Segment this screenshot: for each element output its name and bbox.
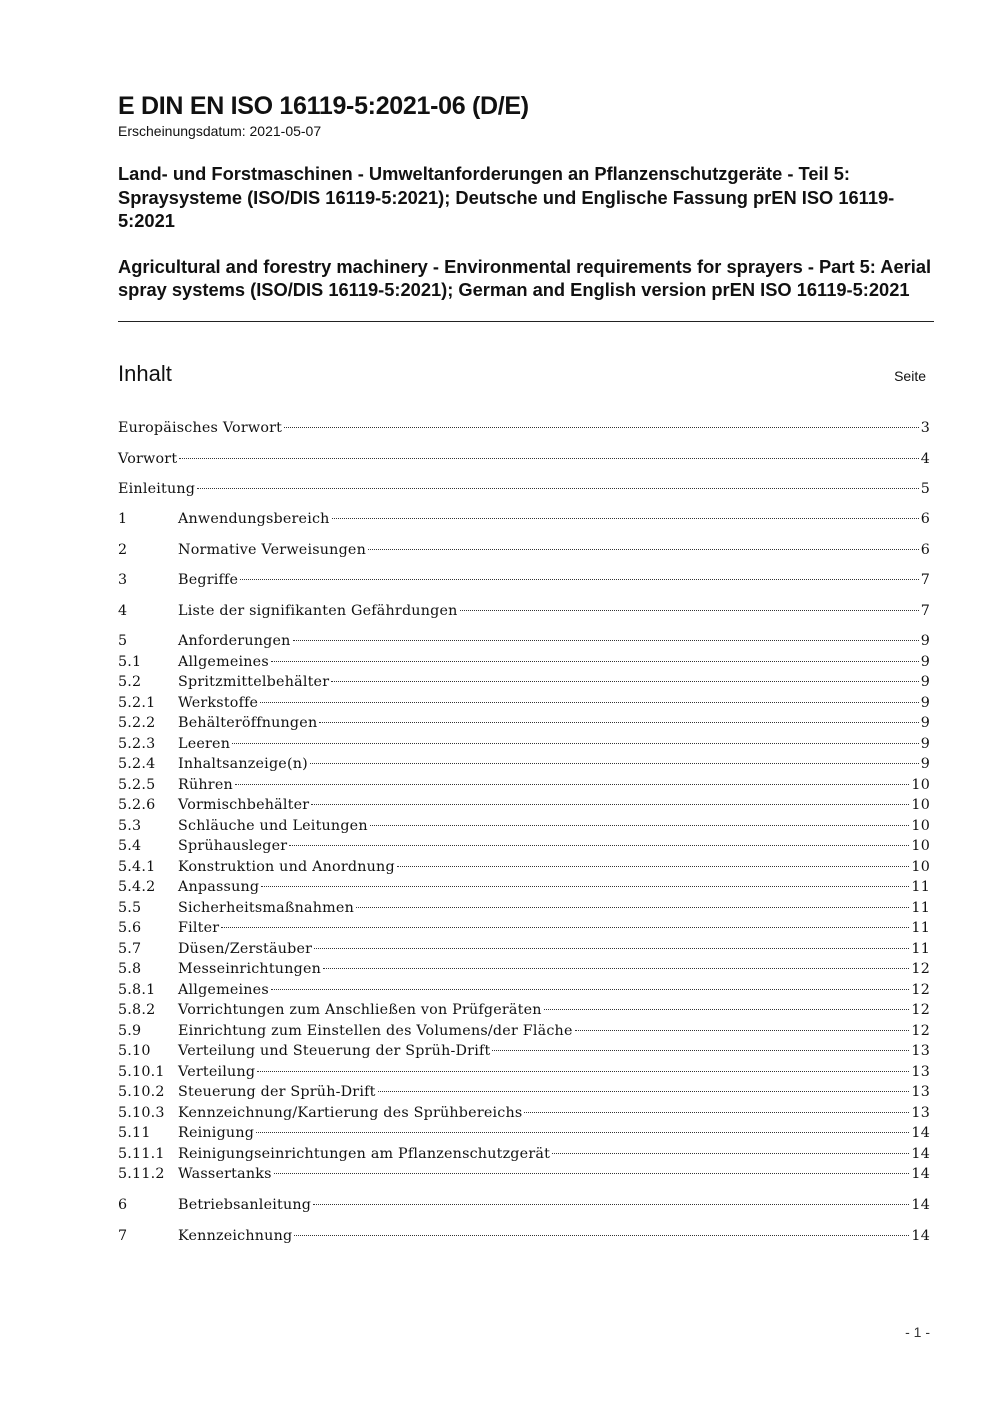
- toc-entry-number: 5.2.5: [118, 777, 156, 793]
- toc-entry-number: 5.5: [118, 900, 142, 916]
- toc-entry[interactable]: [118, 418, 930, 438]
- toc-dot-leader: [289, 845, 909, 846]
- toc-entry-number: 5.2: [118, 674, 142, 690]
- toc-entry[interactable]: [118, 1123, 930, 1143]
- toc-dot-leader: [460, 610, 919, 611]
- toc-entry-label: Anforderungen: [178, 633, 291, 649]
- toc-entry-label: Reinigung: [178, 1125, 255, 1141]
- toc-dot-leader: [544, 1009, 910, 1010]
- toc-entry-page: 5: [920, 481, 930, 497]
- toc-dot-leader: [323, 968, 909, 969]
- toc-dot-leader: [313, 1204, 909, 1205]
- toc-entry[interactable]: [118, 1144, 930, 1164]
- toc-entry-label: Allgemeines: [178, 982, 269, 998]
- toc-dot-leader: [235, 784, 910, 785]
- toc-entry-label: Verteilung und Steuerung der Sprüh-Drift: [178, 1043, 491, 1059]
- toc-dot-leader: [332, 518, 919, 519]
- toc-entry-page: 3: [920, 420, 930, 436]
- toc-entry-page: 10: [911, 777, 930, 793]
- toc-dot-leader: [575, 1030, 910, 1031]
- toc-entry-number: 5.4: [118, 838, 142, 854]
- toc-page-column-label: Seite: [894, 368, 926, 384]
- toc-entry-label: Vorrichtungen zum Anschließen von Prüfgeräten: [178, 1002, 542, 1018]
- toc-entry-label: Leeren: [178, 736, 231, 752]
- toc-entry[interactable]: [118, 898, 930, 918]
- toc-entry-label: Sicherheitsmaßnahmen: [178, 900, 354, 916]
- toc-dot-leader: [356, 907, 909, 908]
- toc-entry[interactable]: [118, 795, 930, 815]
- toc-entry-page: 14: [911, 1146, 930, 1162]
- toc-entry-page: 9: [920, 633, 930, 649]
- toc-entry-number: 5.3: [118, 818, 142, 834]
- toc-entry[interactable]: [118, 479, 930, 499]
- toc-entry-number: 5.2.3: [118, 736, 156, 752]
- toc-entry-number: 5.2.2: [118, 715, 156, 731]
- toc-dot-leader: [260, 702, 918, 703]
- toc-entry-label: Werkstoffe: [178, 695, 259, 711]
- toc-entry-label: Europäisches Vorwort: [118, 420, 283, 436]
- toc-entry[interactable]: [118, 877, 930, 897]
- toc-entry-number: 5.4.1: [118, 859, 156, 875]
- toc-entry-number: 3: [118, 572, 128, 588]
- toc-entry[interactable]: [118, 449, 930, 469]
- toc-entry-number: 5.6: [118, 920, 142, 936]
- toc-dot-leader: [370, 825, 910, 826]
- toc-dot-leader: [294, 1235, 909, 1236]
- toc-dot-leader: [293, 640, 919, 641]
- toc-entry-number: 5.11: [118, 1125, 151, 1141]
- toc-entry-number: 5.8.1: [118, 982, 156, 998]
- toc-entry-label: Einrichtung zum Einstellen des Volumens/der Fläche: [178, 1023, 573, 1039]
- toc-entry-number: 5.1: [118, 654, 142, 670]
- toc-entry-page: 14: [911, 1228, 930, 1244]
- toc-entry-number: 5.11.1: [118, 1146, 165, 1162]
- toc-dot-leader: [552, 1153, 909, 1154]
- title-german: Land- und Forstmaschinen - Umweltanforderungen an Pflanzenschutzgeräte - Teil 5: Spraysysteme (ISO/DIS 16119-5:2021); Deutsche und Englische Fassung prEN ISO 16119-5:2021: [118, 163, 895, 231]
- toc-entry-label: Betriebsanleitung: [178, 1197, 312, 1213]
- toc-entry-page: 14: [911, 1125, 930, 1141]
- toc-dot-leader: [284, 427, 919, 428]
- toc-entry[interactable]: [118, 570, 930, 590]
- toc-entry-page: 13: [911, 1105, 930, 1121]
- table-of-contents: [118, 0, 930, 1403]
- toc-dot-leader: [256, 1132, 909, 1133]
- toc-dot-leader: [274, 1173, 910, 1174]
- toc-entry[interactable]: [118, 734, 930, 754]
- toc-dot-leader: [271, 989, 910, 990]
- toc-entry[interactable]: [118, 540, 930, 560]
- toc-dot-leader: [378, 1091, 910, 1092]
- toc-entry-page: 12: [911, 961, 930, 977]
- toc-entry-page: 11: [911, 920, 930, 936]
- toc-entry-page: 14: [911, 1166, 930, 1182]
- toc-entry[interactable]: [118, 918, 930, 938]
- toc-dot-leader: [261, 886, 909, 887]
- toc-entry-number: 5.10.1: [118, 1064, 165, 1080]
- toc-dot-leader: [197, 488, 919, 489]
- toc-entry-number: 5.2.1: [118, 695, 156, 711]
- toc-dot-leader: [179, 458, 918, 459]
- toc-entry[interactable]: [118, 857, 930, 877]
- toc-entry-page: 13: [911, 1064, 930, 1080]
- toc-dot-leader: [524, 1112, 909, 1113]
- toc-entry-page: 11: [911, 941, 930, 957]
- toc-entry-label: Behälteröffnungen: [178, 715, 318, 731]
- toc-entry[interactable]: [118, 836, 930, 856]
- toc-entry[interactable]: [118, 693, 930, 713]
- toc-entry[interactable]: [118, 1041, 930, 1061]
- toc-dot-leader: [314, 948, 909, 949]
- toc-entry-page: 10: [911, 838, 930, 854]
- toc-title: Inhalt: [118, 361, 172, 386]
- toc-entry-label: Anpassung: [178, 879, 260, 895]
- toc-dot-leader: [492, 1050, 909, 1051]
- toc-entry-page: 10: [911, 859, 930, 875]
- toc-entry-number: 5.10.2: [118, 1084, 165, 1100]
- toc-entry-page: 9: [920, 674, 930, 690]
- toc-dot-leader: [397, 866, 910, 867]
- toc-entry-number: 5.8.2: [118, 1002, 156, 1018]
- toc-entry-number: 5: [118, 633, 128, 649]
- toc-dot-leader: [319, 722, 918, 723]
- toc-entry-number: 5.8: [118, 961, 142, 977]
- toc-entry[interactable]: [118, 1000, 930, 1020]
- toc-entry-page: 7: [920, 572, 930, 588]
- toc-entry-page: 9: [920, 654, 930, 670]
- toc-dot-leader: [221, 927, 909, 928]
- toc-entry[interactable]: [118, 1082, 930, 1102]
- toc-entry-label: Filter: [178, 920, 220, 936]
- toc-entry[interactable]: [118, 1021, 930, 1041]
- toc-entry[interactable]: [118, 672, 930, 692]
- toc-dot-leader: [331, 681, 918, 682]
- toc-entry-label: Messeinrichtungen: [178, 961, 322, 977]
- toc-entry[interactable]: [118, 1164, 930, 1184]
- toc-entry[interactable]: [118, 980, 930, 1000]
- toc-entry-page: 12: [911, 1023, 930, 1039]
- toc-entry-label: Spritzmittelbehälter: [178, 674, 330, 690]
- toc-entry[interactable]: [118, 1062, 930, 1082]
- toc-entry-page: 14: [911, 1197, 930, 1213]
- toc-dot-leader: [257, 1071, 909, 1072]
- toc-entry[interactable]: [118, 1103, 930, 1123]
- toc-dot-leader: [311, 804, 909, 805]
- toc-entry-number: 5.2.6: [118, 797, 156, 813]
- toc-entry-number: 5.10.3: [118, 1105, 165, 1121]
- toc-entry-label: Anwendungsbereich: [178, 511, 330, 527]
- toc-entry[interactable]: [118, 652, 930, 672]
- toc-entry-page: 13: [911, 1084, 930, 1100]
- toc-dot-leader: [271, 661, 919, 662]
- toc-entry-page: 9: [920, 736, 930, 752]
- toc-entry-page: 6: [920, 511, 930, 527]
- toc-entry-number: 5.9: [118, 1023, 142, 1039]
- toc-entry-number: 5.4.2: [118, 879, 156, 895]
- toc-entry[interactable]: [118, 631, 930, 651]
- toc-entry-number: 5.11.2: [118, 1166, 165, 1182]
- toc-entry-page: 7: [920, 603, 930, 619]
- toc-entry-number: 5.10: [118, 1043, 151, 1059]
- toc-entry[interactable]: [118, 1195, 930, 1215]
- publication-date: Erscheinungsdatum: 2021-05-07: [118, 123, 322, 139]
- toc-entry-label: Kennzeichnung/Kartierung des Sprühbereichs: [178, 1105, 523, 1121]
- toc-entry[interactable]: [118, 601, 930, 621]
- toc-entry-page: 11: [911, 879, 930, 895]
- document-id: E DIN EN ISO 16119-5:2021-06 (D/E): [118, 92, 529, 120]
- toc-dot-leader: [240, 579, 919, 580]
- toc-entry-page: 10: [911, 797, 930, 813]
- toc-entry-page: 12: [911, 982, 930, 998]
- toc-entry-number: 5.2.4: [118, 756, 156, 772]
- toc-entry[interactable]: [118, 1226, 930, 1246]
- toc-entry-label: Allgemeines: [178, 654, 269, 670]
- toc-entry-page: 11: [911, 900, 930, 916]
- title-english: Agricultural and forestry machinery - Environmental requirements for sprayers - Part 5: Aerial spray systems (ISO/DIS 16119-5:2021); German and English version prEN ISO 16119-5:2021: [118, 255, 932, 300]
- toc-entry-label: Sprühausleger: [178, 838, 288, 854]
- toc-entry[interactable]: [118, 939, 930, 959]
- toc-entry-label: Inhaltsanzeige(n): [178, 756, 308, 772]
- toc-entry-page: 9: [920, 715, 930, 731]
- toc-entry-label: Reinigungseinrichtungen am Pflanzenschutzgerät: [178, 1146, 551, 1162]
- toc-entry-label: Verteilung: [178, 1064, 256, 1080]
- toc-entry-label: Einleitung: [118, 481, 196, 497]
- toc-entry[interactable]: [118, 816, 930, 836]
- toc-dot-leader: [232, 743, 919, 744]
- toc-entry-label: Steuerung der Sprüh-Drift: [178, 1084, 376, 1100]
- toc-entry-label: Schläuche und Leitungen: [178, 818, 368, 834]
- toc-entry-number: 2: [118, 542, 128, 558]
- toc-entry-label: Begriffe: [178, 572, 239, 588]
- toc-entry-page: 12: [911, 1002, 930, 1018]
- toc-dot-leader: [368, 549, 919, 550]
- page-number: - 1 -: [905, 1324, 930, 1340]
- toc-entry-label: Kennzeichnung: [178, 1228, 293, 1244]
- toc-entry-label: Düsen/Zerstäuber: [178, 941, 313, 957]
- toc-entry[interactable]: [118, 713, 930, 733]
- toc-entry-number: 6: [118, 1197, 128, 1213]
- toc-entry-label: Vorwort: [118, 451, 178, 467]
- toc-entry-label: Normative Verweisungen: [178, 542, 366, 558]
- toc-entry-page: 9: [920, 756, 930, 772]
- toc-entry-page: 13: [911, 1043, 930, 1059]
- toc-entry-page: 9: [920, 695, 930, 711]
- toc-dot-leader: [310, 763, 919, 764]
- toc-entry[interactable]: [118, 775, 930, 795]
- toc-entry-label: Liste der signifikanten Gefährdungen: [178, 603, 458, 619]
- toc-entry-page: 10: [911, 818, 930, 834]
- toc-entry-label: Rühren: [178, 777, 233, 793]
- toc-entry-page: 6: [920, 542, 930, 558]
- toc-entry-label: Vormischbehälter: [178, 797, 310, 813]
- toc-entry-number: 7: [118, 1228, 128, 1244]
- toc-entry-label: Konstruktion und Anordnung: [178, 859, 395, 875]
- toc-entry-number: 4: [118, 603, 128, 619]
- toc-entry-number: 1: [118, 511, 128, 527]
- toc-entry[interactable]: [118, 509, 930, 529]
- toc-entry-label: Wassertanks: [178, 1166, 272, 1182]
- toc-entry[interactable]: [118, 754, 930, 774]
- toc-entry-page: 4: [920, 451, 930, 467]
- toc-entry-number: 5.7: [118, 941, 142, 957]
- toc-entry[interactable]: [118, 959, 930, 979]
